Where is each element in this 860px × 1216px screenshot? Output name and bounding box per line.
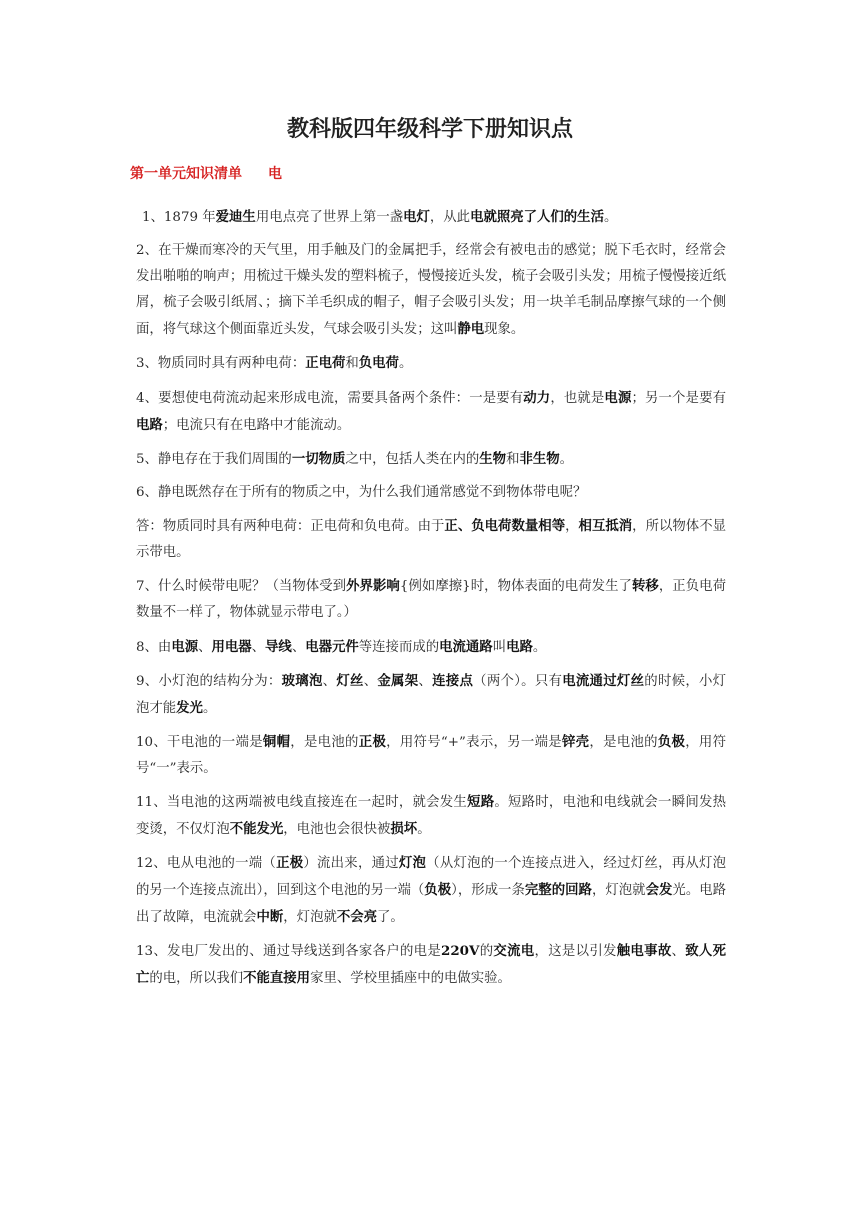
key-term: 电流通路 <box>439 638 493 655</box>
key-term: 220V <box>441 943 480 960</box>
key-term: 损坏 <box>390 821 418 838</box>
text-run: 了。 <box>377 910 404 926</box>
key-term: 电路 <box>136 416 163 433</box>
key-term: 动力 <box>523 389 551 406</box>
key-term: 负极 <box>424 882 452 899</box>
knowledge-item <box>136 204 726 231</box>
text-run: 13、发电厂发出的、通过导线送到各家各户的电是 <box>136 944 442 960</box>
text-run: 4、要想使电荷流动起来形成电流，需要具备两个条件：一是要有 <box>136 390 524 406</box>
knowledge-item <box>136 513 726 566</box>
text-run: 、 <box>671 944 686 960</box>
key-term: 不会亮 <box>336 909 378 926</box>
text-run: ；电流只有在电路中才能流动。 <box>162 417 351 433</box>
key-term: 中断 <box>256 909 284 926</box>
key-term: 电路 <box>506 638 533 655</box>
knowledge-item <box>136 573 726 626</box>
knowledge-item <box>136 446 726 473</box>
text-run: 9、小灯泡的结构分为： <box>136 673 282 689</box>
key-term: 非生物 <box>519 450 560 467</box>
text-run: 光。电路出了故障，电流就会 <box>136 883 727 926</box>
text-run: ，用符号“一”表示。 <box>136 734 727 776</box>
knowledge-item <box>136 385 726 439</box>
text-run: ，正负电荷数量不一样了，物体就显示带电了。） <box>136 579 727 621</box>
key-term: 相互抵消 <box>578 518 633 535</box>
key-term: 铜帽 <box>262 733 291 750</box>
text-run: （从灯泡的一个连接点进入，经过灯丝，再从灯泡的另一个连接点流出），回到这个电池的另一端（ <box>136 856 727 899</box>
text-run: 、 <box>418 673 433 689</box>
knowledge-item <box>136 668 726 722</box>
key-term: 连接点 <box>432 672 474 689</box>
key-term: 交流电 <box>493 943 535 960</box>
text-run: ，用符号“+”表示，另一端是 <box>386 734 562 750</box>
text-run: ，电池也会很快被 <box>283 822 391 838</box>
knowledge-item <box>136 238 726 343</box>
key-term: 发光 <box>176 699 203 716</box>
text-run: 、 <box>291 639 306 655</box>
text-run: 叫 <box>492 639 507 655</box>
knowledge-item <box>136 634 726 661</box>
key-term: 正极 <box>276 855 304 872</box>
text-run: （两个）。只有 <box>473 673 563 689</box>
key-term: 正电荷 <box>305 355 346 372</box>
knowledge-item <box>136 938 726 992</box>
text-run: 5、静电存在于我们周围的 <box>136 451 292 467</box>
key-term: 用电器 <box>211 638 252 655</box>
knowledge-item <box>136 850 726 931</box>
text-run: ，灯泡就 <box>283 910 337 926</box>
key-term: 不能发光 <box>229 821 284 838</box>
knowledge-item <box>136 350 726 377</box>
key-term: 电器元件 <box>305 638 359 655</box>
key-term: 致人死亡 <box>136 943 727 987</box>
unit-heading-label: 第一单元知识清单 <box>130 166 242 182</box>
text-run: 。 <box>559 451 574 467</box>
text-run: ，是电池的 <box>589 734 658 750</box>
text-run: 用电点亮了世界上第一盏 <box>255 210 404 225</box>
text-run: ，灯泡就 <box>591 883 646 899</box>
key-term: 电灯 <box>403 209 430 225</box>
key-term: 一切物质 <box>291 450 346 467</box>
knowledge-item <box>136 480 726 506</box>
text-run: 7、什么时候带电呢？（当物体受到 <box>136 579 347 595</box>
text-run: 12、电从电池的一端（ <box>136 856 277 872</box>
text-run: 3、物质同时具有两种电荷： <box>136 356 306 372</box>
text-run: 11、当电池的这两端被电线直接连在一起时，就会发生 <box>136 795 468 811</box>
text-run: 的时候，小灯泡才能 <box>136 673 727 716</box>
text-run: 。短路时，电池和电线就会一瞬间发热变烫，不仅灯泡 <box>136 795 727 838</box>
key-term: 完整的回路 <box>524 882 592 899</box>
text-run: 。 <box>202 700 217 716</box>
text-run: ，是电池的 <box>290 734 359 750</box>
text-run: 8、由 <box>136 639 172 655</box>
key-term: 负极 <box>657 733 686 750</box>
text-run: 、 <box>363 673 378 689</box>
text-run: ，从此 <box>429 210 471 225</box>
text-run: 、 <box>198 639 212 655</box>
key-term: 生物 <box>479 450 507 467</box>
knowledge-list <box>136 204 726 1000</box>
text-run: 6、静电既然存在于所有的物质之中，为什么我们通常感觉不到物体带电呢？ <box>136 484 587 500</box>
text-run: 10、干电池的一端是 <box>136 734 263 750</box>
text-run: 家里、学校里插座中的电做实验。 <box>310 971 511 987</box>
key-term: 电就照亮了人们的生活 <box>470 209 604 225</box>
unit-heading <box>130 163 282 183</box>
key-term: 玻璃泡 <box>281 672 323 689</box>
key-term: 不能直接用 <box>243 970 311 987</box>
key-term: 电源 <box>604 389 632 406</box>
key-term: 外界影响 <box>346 578 400 595</box>
text-run: 、 <box>251 639 266 655</box>
key-term: 短路 <box>467 794 495 811</box>
text-run: 和 <box>345 356 359 372</box>
text-run: 的电，所以我们 <box>149 971 244 987</box>
key-term: 灯泡 <box>398 855 427 872</box>
text-run: ），形成一条 <box>451 883 525 899</box>
text-run: ，也就是 <box>550 390 605 406</box>
text-run: ，这是以引发 <box>534 944 617 960</box>
text-run: 的 <box>479 944 494 960</box>
text-run: 。 <box>398 356 413 372</box>
text-run: 。 <box>532 639 547 655</box>
key-term: 正、负电荷数量相等 <box>444 518 566 535</box>
text-run: 之中，包括人类在内的 <box>345 451 480 467</box>
key-term: 静电 <box>457 321 485 338</box>
key-term: 正极 <box>358 733 387 750</box>
text-run: ，所以物体不显示带电。 <box>136 519 727 561</box>
document-title: 教科版四年级科学下册知识点 <box>286 117 573 142</box>
key-term: 电流通过灯丝 <box>562 672 645 689</box>
key-term: 转移 <box>632 578 659 595</box>
key-term: 电源 <box>171 638 199 655</box>
text-run: ；另一个是要有 <box>631 390 726 406</box>
text-run: ）流出来，通过 <box>303 856 399 872</box>
text-run: 答：物质同时具有两种电荷：正电荷和负电荷。由于 <box>136 519 445 535</box>
key-term: 负电荷 <box>358 355 399 372</box>
text-run: 2、在干燥而寒冷的天气里，用手触及门的金属把手，经常会有被电击的感觉；脱下毛衣时，经常会发出啪啪的响声；用梳过干燥头发的塑料梳子，慢慢接近头发，梳子会吸引头发；用梳子慢慢接近纸屑，梳子会吸引纸屑、；摘下羊毛织成的帽子，帽子会吸引头发；用一块羊毛制品摩擦气球的一个侧面，将气球这个侧面靠近头发，气球会吸引头发；这叫 <box>136 243 726 338</box>
text-run: 。 <box>603 210 618 225</box>
key-term: 导线 <box>265 638 292 655</box>
text-run: 、 <box>322 673 337 689</box>
knowledge-item <box>136 789 726 843</box>
key-term: 爱迪生 <box>215 209 256 225</box>
key-term: 灯丝 <box>336 672 364 689</box>
text-run: 等连接而成的 <box>358 639 440 655</box>
text-run: 和 <box>506 451 520 467</box>
text-run: 现象。 <box>484 322 525 338</box>
key-term: 锌壳 <box>561 733 590 750</box>
text-run: ， <box>565 519 579 535</box>
key-term: 会发 <box>645 882 673 899</box>
unit-heading-topic: 电 <box>268 166 282 182</box>
text-run: 。 <box>417 822 431 838</box>
text-run: {例如摩擦}时，物体表面的电荷发生了 <box>399 579 632 595</box>
key-term: 触电事故 <box>616 943 672 960</box>
text-run: 1、1879 年 <box>142 210 216 225</box>
key-term: 金属架 <box>377 672 419 689</box>
knowledge-item <box>136 729 726 782</box>
